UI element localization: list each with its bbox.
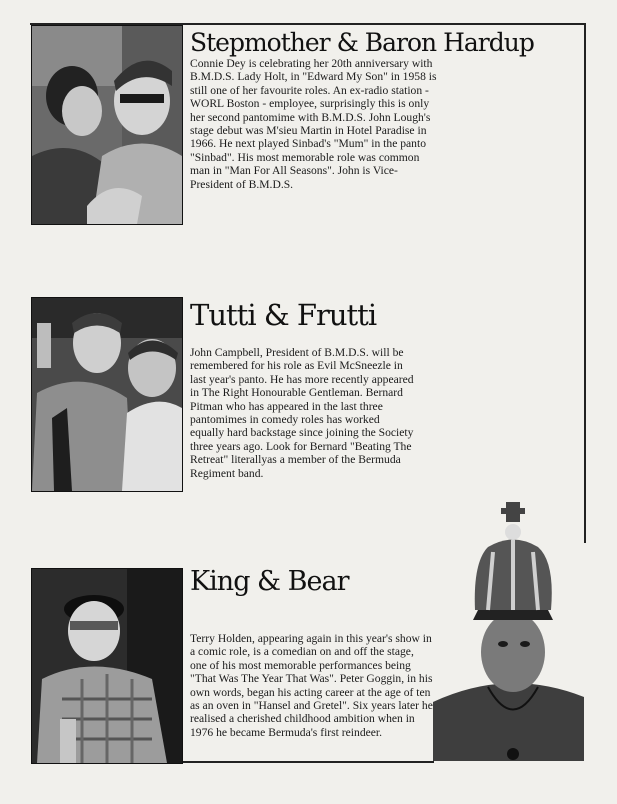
frame-bottom-line xyxy=(182,761,434,763)
section-heading: Stepmother & Baron Hardup xyxy=(190,28,534,57)
photo-stepmother-baron xyxy=(31,25,183,225)
frame-right-line xyxy=(584,23,586,543)
photo-man-glasses-image xyxy=(32,569,182,763)
photo-bear-crown xyxy=(433,492,584,761)
photo-tutti-frutti xyxy=(31,297,183,492)
show-through-shadow xyxy=(240,595,249,626)
section-heading: King & Bear xyxy=(190,566,349,597)
section-body: John Campbell, President of B.M.D.S. will be remembered for his role as Evil McSneezle in last year's panto. He has more recently appeared in The Right Honourable Gentleman. Bernard Pitman who has appeared in the last three pantomimes in comedy roles has worked equally hard backstage since joining the Society three years ago. Look for Bernard "Beating The Retreat" literallyas a member of the Bermuda Regiment band. xyxy=(190,346,414,480)
photo-king xyxy=(31,568,183,764)
section-body: Connie Dey is celebrating her 20th anniversary with B.M.D.S. Lady Holt, in "Edward My Son" in 1958 is still one of her favourite roles. An ex-radio station - WORL Boston - employee, surprisingly this is only her second pantomime with B.M.D.S. John Lough's stage debut was M'sieu Martin in Hotel Paradise in 1966. He next played Sinbad's "Mum" in the panto "Sinbad". His most memorable role was common man in "Man For All Seasons". John is Vice-President of B.M.D.S. xyxy=(190,57,437,191)
photo-boy-in-crown-image xyxy=(433,492,584,761)
section-heading: Tutti & Frutti xyxy=(190,298,377,332)
section-body: Terry Holden, appearing again in this year's show in a comic role, is a comedian on and off the stage, one of his most memorable performances being "That Was The Year That Was". Peter Goggin, in his own words, began his acting career at the age of ten as an oven in "Hansel and Gretel". Six years later he realised a cherished childhood ambition when in 1976 he became Bermuda's first reindeer. xyxy=(190,632,433,739)
photo-two-men-image xyxy=(32,298,182,491)
photo-couple-image xyxy=(32,26,182,224)
